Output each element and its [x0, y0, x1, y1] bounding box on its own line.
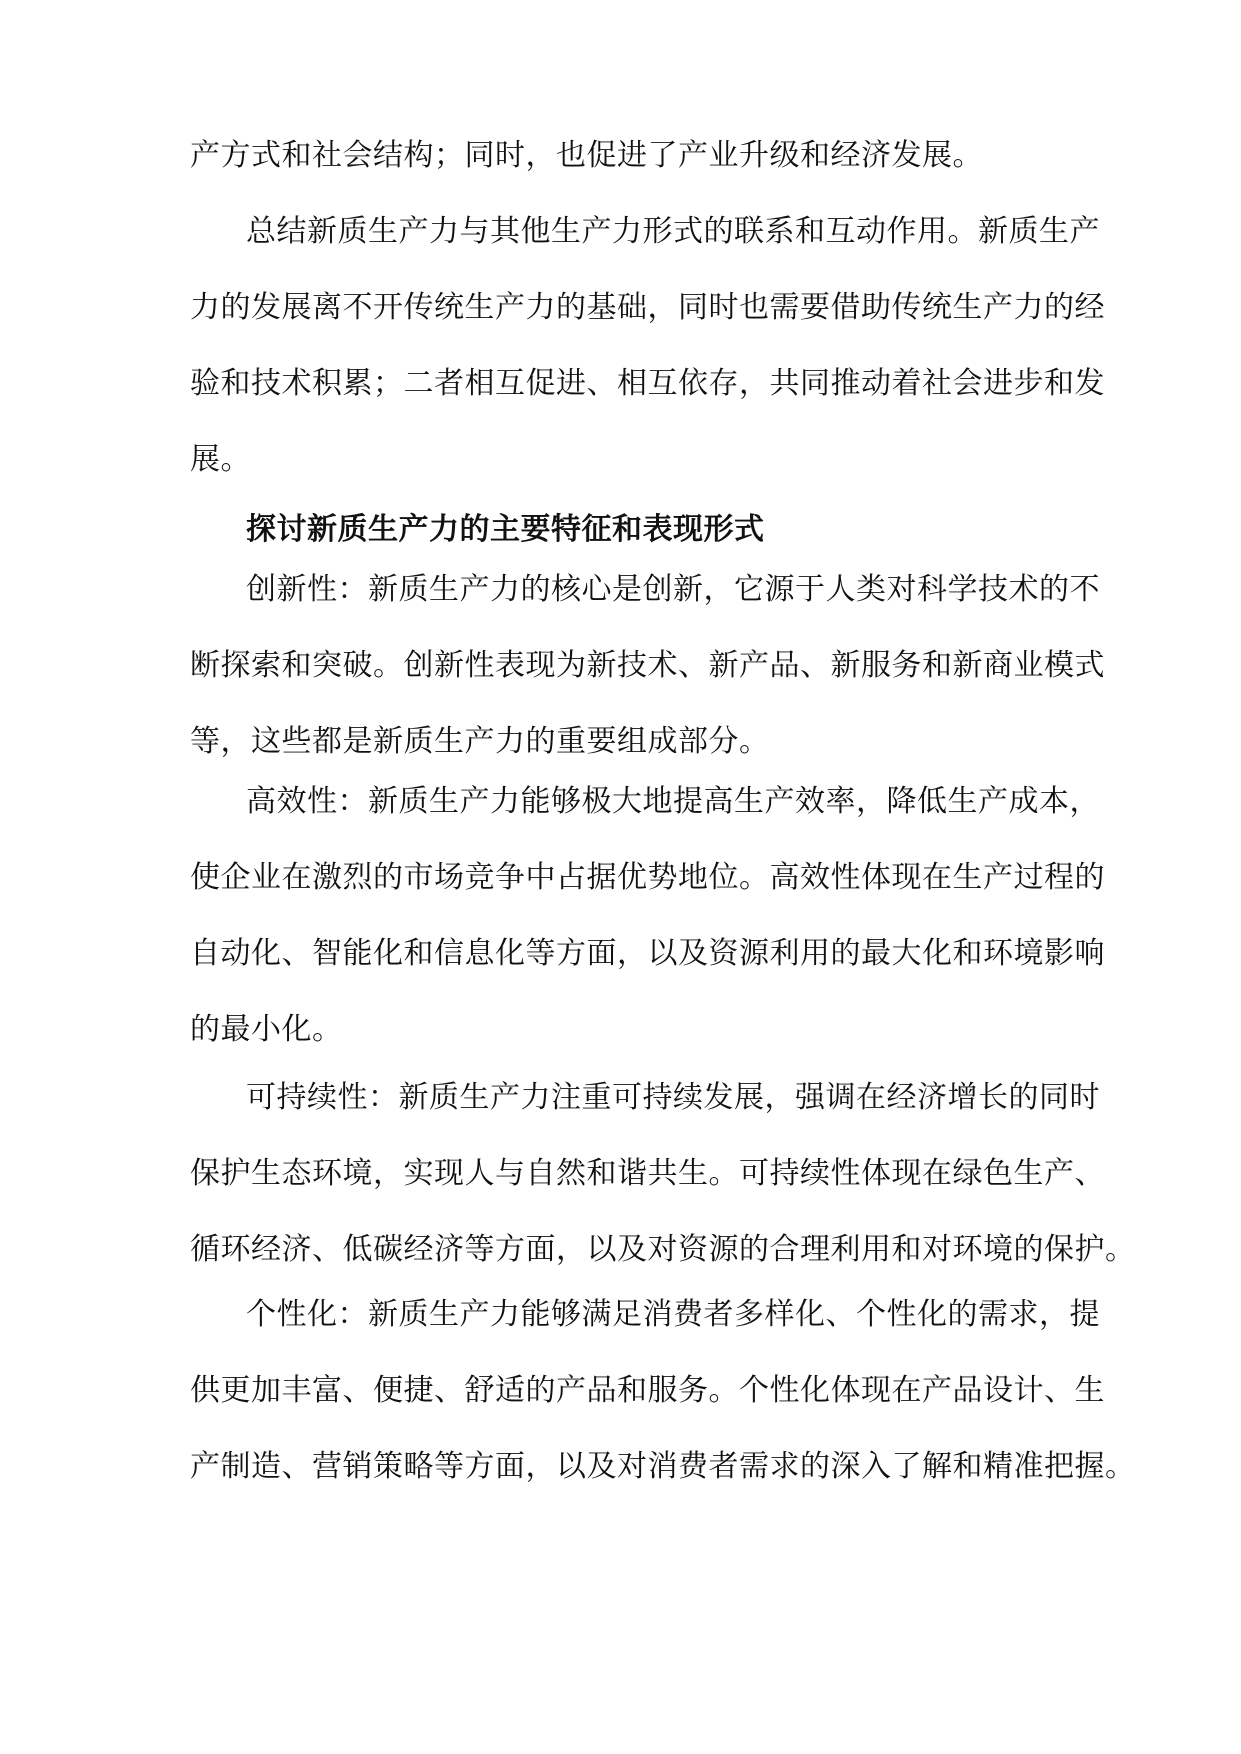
paragraph-line: 自动化、智能化和信息化等方面，以及资源利用的最大化和环境影响 — [190, 936, 1105, 971]
paragraph-line: 断探索和突破。创新性表现为新技术、新产品、新服务和新商业模式 — [190, 648, 1105, 683]
summary-paragraph — [190, 194, 1105, 498]
paragraph-line: 展。 — [190, 442, 251, 477]
paragraph-line: 产方式和社会结构；同时，也促进了产业升级和经济发展。 — [190, 138, 983, 173]
continuation-paragraph — [190, 118, 1050, 194]
paragraph-line: 可持续性：新质生产力注重可持续发展，强调在经济增长的同时 — [246, 1080, 1100, 1115]
paragraph-line: 高效性：新质生产力能够极大地提高生产效率，降低生产成本， — [246, 784, 1100, 819]
paragraph-line: 使企业在激烈的市场竞争中占据优势地位。高效性体现在生产过程的 — [190, 860, 1105, 895]
paragraph-line: 力的发展离不开传统生产力的基础，同时也需要借助传统生产力的经 — [190, 290, 1105, 325]
paragraph-line: 的最小化。 — [190, 1012, 343, 1047]
sustainability-paragraph — [190, 1060, 1136, 1288]
personalization-paragraph — [190, 1277, 1136, 1505]
paragraph-line: 总结新质生产力与其他生产力形式的联系和互动作用。新质生产 — [246, 214, 1100, 249]
section-heading-text: 探讨新质生产力的主要特征和表现形式 — [246, 512, 765, 547]
innovation-paragraph — [190, 552, 1105, 780]
paragraph-line: 循环经济、低碳经济等方面，以及对资源的合理利用和对环境的保护。 — [190, 1232, 1136, 1267]
paragraph-line: 验和技术积累；二者相互促进、相互依存，共同推动着社会进步和发 — [190, 366, 1105, 401]
paragraph-line: 供更加丰富、便捷、舒适的产品和服务。个性化体现在产品设计、生 — [190, 1373, 1105, 1408]
paragraph-line: 个性化：新质生产力能够满足消费者多样化、个性化的需求，提 — [246, 1297, 1100, 1332]
paragraph-line: 创新性：新质生产力的核心是创新，它源于人类对科学技术的不 — [246, 572, 1100, 607]
paragraph-line: 产制造、营销策略等方面，以及对消费者需求的深入了解和精准把握。 — [190, 1449, 1136, 1484]
paragraph-line: 保护生态环境，实现人与自然和谐共生。可持续性体现在绿色生产、 — [190, 1156, 1105, 1191]
paragraph-line: 等，这些都是新质生产力的重要组成部分。 — [190, 724, 770, 759]
efficiency-paragraph — [190, 764, 1105, 1068]
